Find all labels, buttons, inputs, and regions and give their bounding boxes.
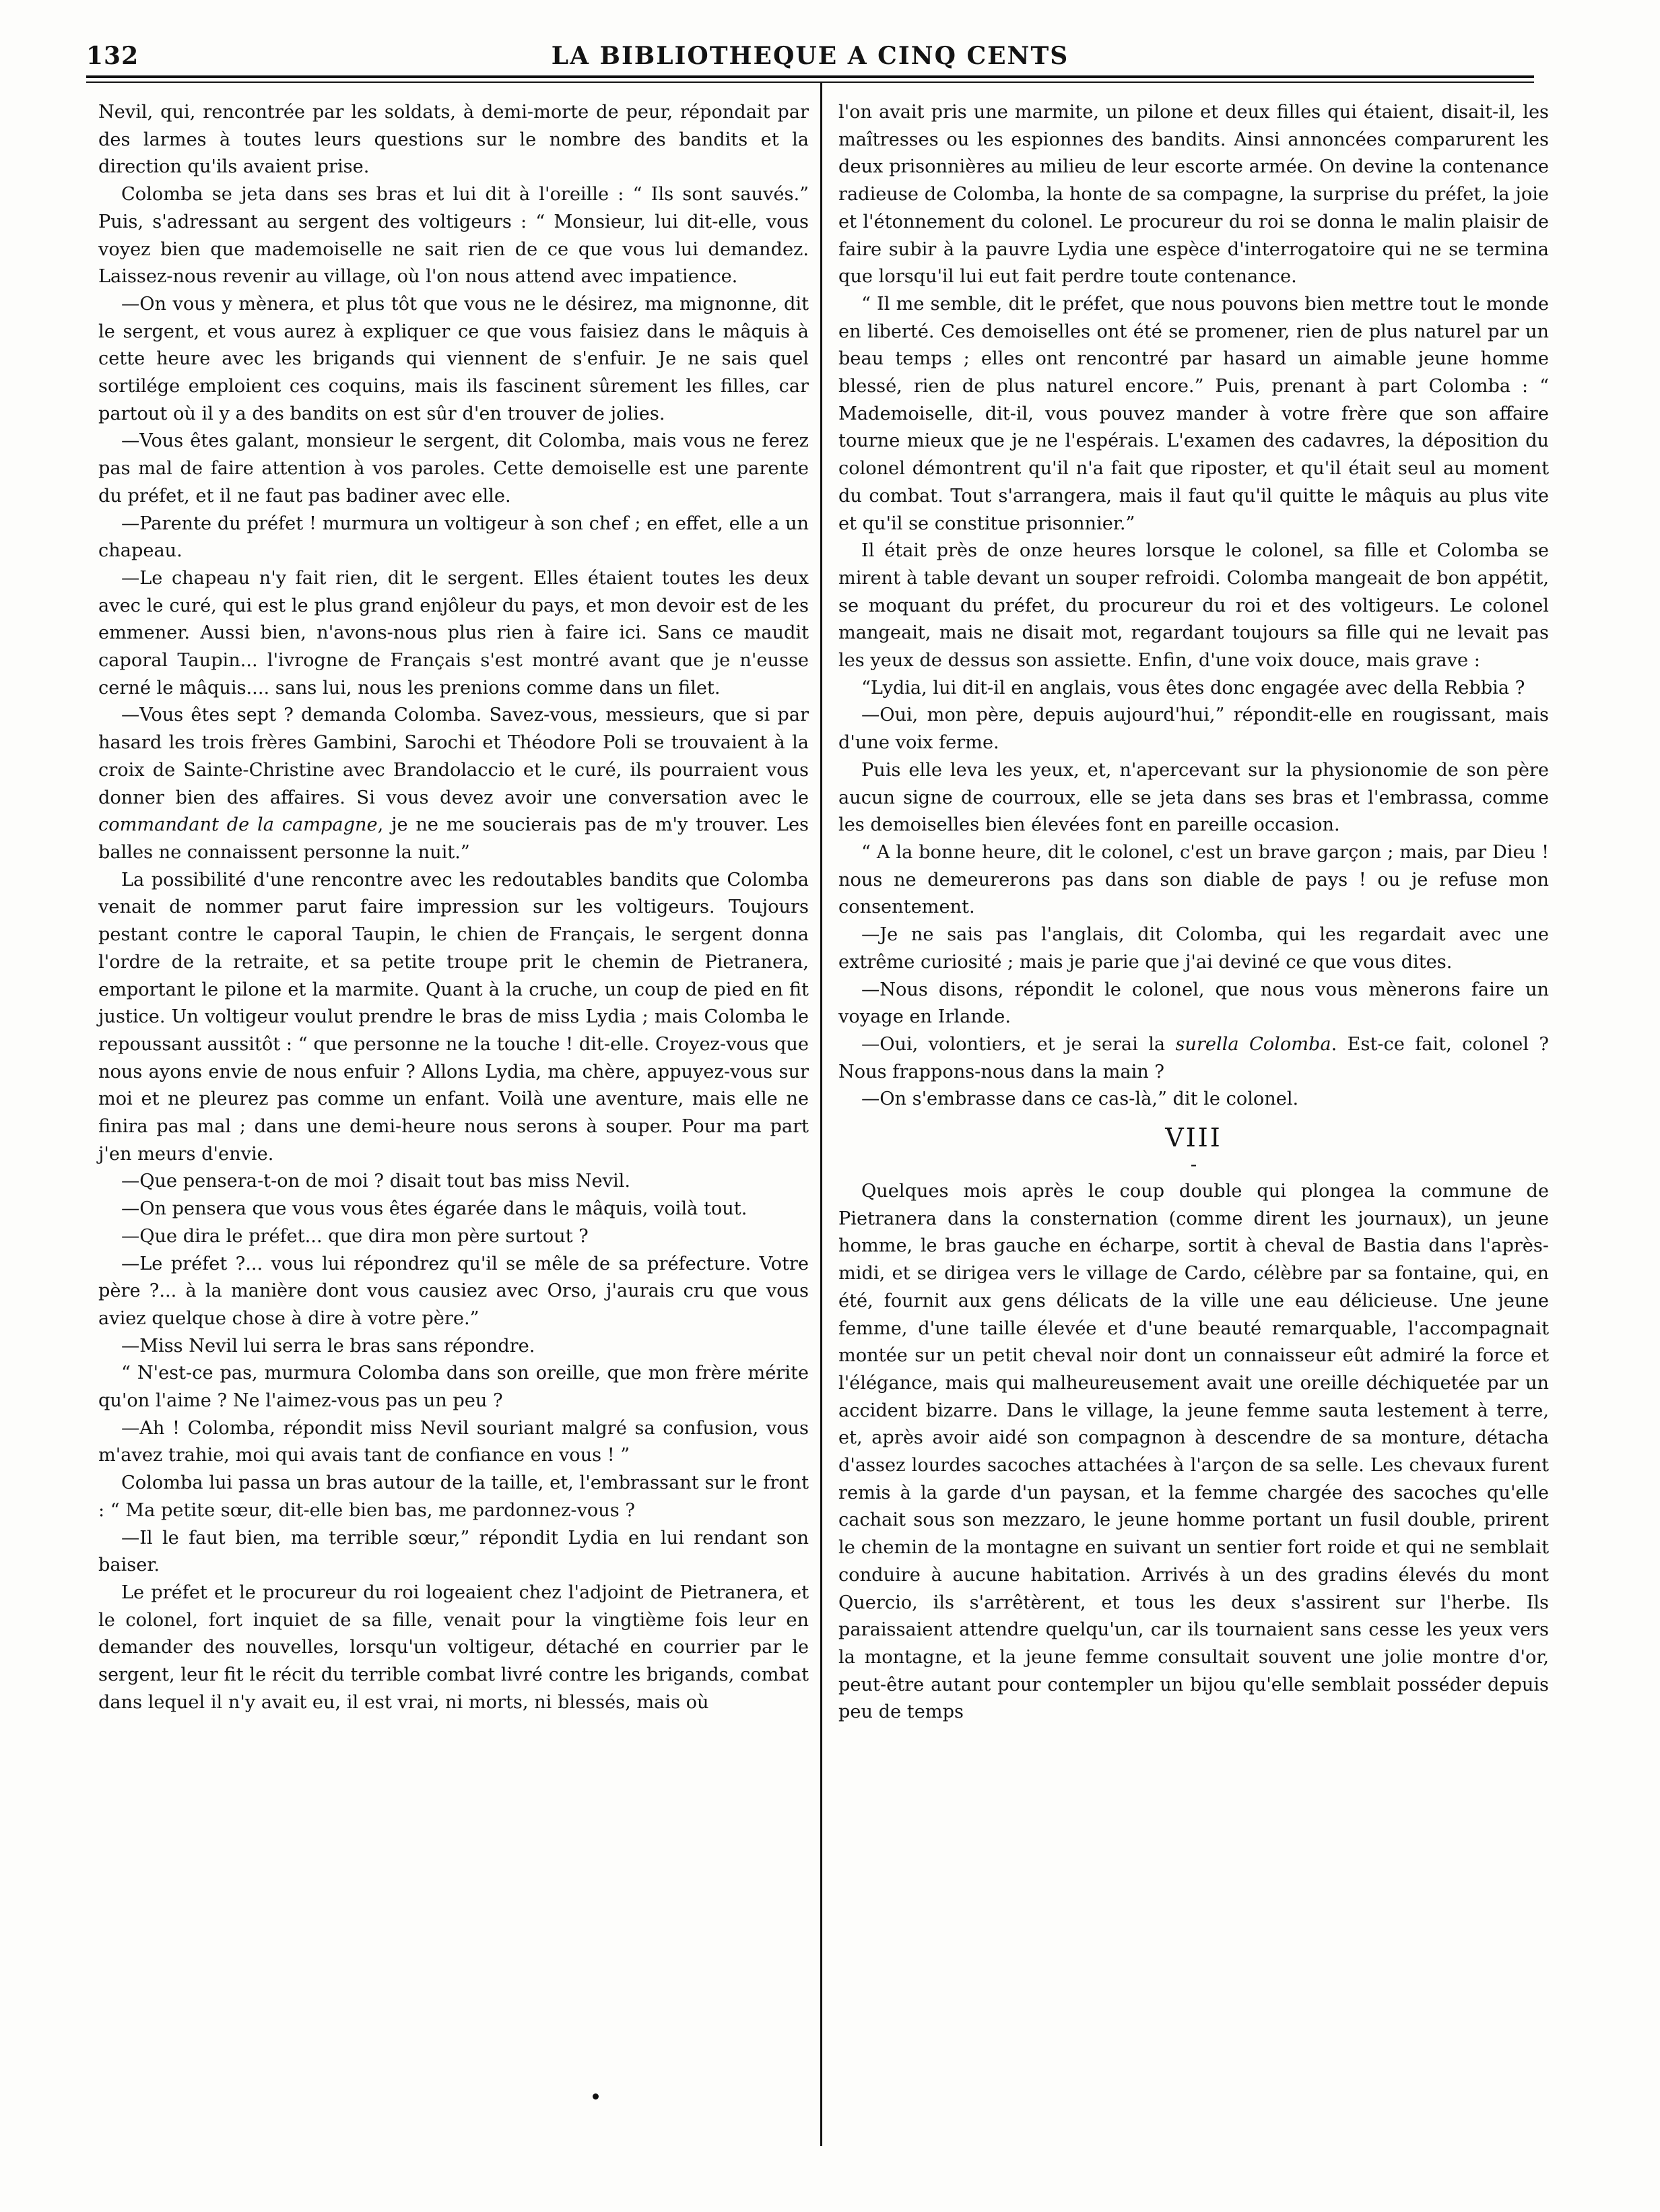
left-column — [98, 99, 809, 1716]
header-rule-thin — [86, 82, 1534, 83]
section-dash: - — [1190, 1153, 1197, 1176]
column-divider — [820, 82, 822, 2146]
right-column-dialogue — [838, 99, 1549, 1113]
header-rule-thick — [86, 75, 1534, 78]
paragraph: La possibilité d'une rencontre avec les redoutables bandits que Colomba venait de nommer parut faire impression sur les voltigeurs. Toujours pestant contre le caporal Taupin, le chien de Français, le sergent donna l'ordre de la retraite, et sa petite troupe prit le chemin de Pietranera, emportant le pilone et la marmite. Quant à la cruche, un coup de pied en fit justice. Un voltigeur voulut prendre le bras de miss Lydia ; mais Colomba le repoussant aussitôt : “ que personne ne la touche ! dit-elle. Croyez-vous que nous ayons envie de nous enfuir ? Allons Lydia, ma chère, appuyez-vous sur moi et ne pleurez pas comme un enfant. Voilà une aventure, mais elle ne finira pas mal ; dans une demi-heure nous serons à souper. Pour ma part j'en meurs d'envie. — [98, 869, 809, 1165]
italic-phrase: commandant de la campagne — [98, 814, 378, 836]
page-header — [86, 42, 1534, 74]
paragraph: Puis elle leva les yeux, et, n'apercevant sur la physionomie de son père aucun signe de courroux, elle se jeta dans ses bras et l'embrassa, comme les demoiselles bien élevées font en pareille occasion. — [838, 759, 1549, 836]
paragraph: “ A la bonne heure, dit le colonel, c'est un brave garçon ; mais, par Dieu ! nous ne demeurerons pas dans son diable de pays ! ou je refuse mon consentement. — [838, 841, 1549, 918]
paragraph: —Nous disons, répondit le colonel, que nous vous mènerons faire un voyage en Irlande. — [838, 979, 1549, 1028]
printer-mark — [593, 2093, 599, 2100]
paragraph: —Miss Nevil lui serra le bras sans répondre. — [121, 1335, 535, 1357]
paragraph: “ Il me semble, dit le préfet, que nous pouvons bien mettre tout le monde en liberté. Ces demoiselles ont été se promener, rien de plus naturel par un beau temps ; elles ont rencontré par hasard un aimable jeune homme blessé, rien de plus naturel encore.” Puis, prenant à part Colomba : “ Mademoiselle, dit-il, vous pouvez mander à votre frère que son affaire tourne mieux que je ne l'espérais. L'examen des cadavres, la déposition du colonel démontrent qu'il n'a fait que riposter, et qu'il était seul au moment du combat. Tout s'arrangera, mais il faut qu'il quitte le mâquis au plus vite et qu'il se constitue prisonnier.” — [838, 293, 1549, 534]
page-number: 132 — [86, 42, 139, 70]
paragraph: —On pensera que vous vous êtes égarée dans le mâquis, voilà tout. — [121, 1198, 748, 1220]
paragraph: —Parente du préfet ! murmura un voltigeur à son chef ; en effet, elle a un chapeau. — [98, 513, 809, 562]
paragraph: —Que dira le préfet... que dira mon père surtout ? — [121, 1225, 589, 1247]
paragraph: —Que pensera-t-on de moi ? disait tout bas miss Nevil. — [121, 1171, 631, 1192]
section-title: VIII — [1165, 1123, 1222, 1153]
right-column — [838, 99, 1549, 1726]
italic-phrase: surella Colomba — [1175, 1033, 1331, 1055]
paragraph: “ N'est-ce pas, murmura Colomba dans son oreille, que mon frère mérite qu'on l'aime ? Ne l'aimez-vous pas un peu ? — [98, 1363, 809, 1412]
paragraph: “Lydia, lui dit-il en anglais, vous êtes donc engagée avec della Rebbia ? — [861, 677, 1525, 698]
paragraph: —Vous êtes galant, monsieur le sergent, dit Colomba, mais vous ne ferez pas mal de faire attention à vos paroles. Cette demoiselle est une parente du préfet, et il ne faut pas badiner avec elle. — [98, 430, 809, 507]
paragraph: —On s'embrasse dans ce cas-là,” dit le colonel. — [861, 1088, 1299, 1110]
paragraph: —Ah ! Colomba, répondit miss Nevil souriant malgré sa confusion, vous m'avez trahie, moi qui avais tant de confiance en vous ! ” — [98, 1417, 809, 1466]
paragraph: l'on avait pris une marmite, un pilone et deux filles qui étaient, disait-il, les maîtresses ou les espionnes des bandits. Ainsi annoncées comparurent les deux prisonnières au milieu de leur escorte armée. On devine la contenance radieuse de Colomba, la honte de sa compagne, la surprise du préfet, la joie et l'étonnement du colonel. Le procureur du roi se donna le malin plaisir de faire subir à la pauvre Lydia une espèce d'interrogatoire qui ne se termina que lorsqu'il lui eut fait perdre toute contenance. — [838, 102, 1549, 288]
paragraph: Quelques mois après le coup double qui plongea la commune de Pietranera dans la consternation (comme dirent les journaux), un jeune homme, le bras gauche en écharpe, sortit à cheval de Bastia dans l'après-midi, et se dirigea vers le village de Cardo, célèbre par sa fontaine, qui, en été, fournit aux gens délicats de la ville une eau délicieuse. Une jeune femme, d'une taille élevée et d'une beauté remarquable, l'accompagnait montée sur un petit cheval noir dont un connaisseur eût admiré la force et l'élégance, mais qui malheureusement avait une oreille déchiquetée par un accident bizarre. Dans le village, la jeune femme sauta lestement à terre, et, après avoir aidé son compagnon à descendre de sa monture, détacha d'assez lourdes sacoches attachées à l'arçon de sa selle. Les chevaux furent remis à la garde d'un paysan, et la femme chargée des sacoches qu'elle cachait sous son mezzaro, le jeune homme portant un fusil double, prirent le chemin de la montagne en suivant un sentier fort roide et qui ne semblait conduire à aucune habitation. Arrivés à un des gradins élevés du mont Quercio, ils s'arrêtèrent, et tous les deux s'assirent sur l'herbe. Ils paraissaient attendre quelqu'un, car ils tournaient sans cesse les yeux vers la montagne, et la jeune femme consultait souvent une jolie montre d'or, peut-être autant pour contempler un bijou qu'elle semblait posséder depuis peu de temps — [838, 1181, 1549, 1723]
paragraph: —Vous êtes sept ? demanda Colomba. Savez-vous, messieurs, que si par hasard les trois frères Gambini, Sarochi et Théodore Poli se trouvaient à la croix de Sainte-Christine avec Brandolaccio et le curé, ils pourraient vous donner bien des affaires. Si vous devez avoir une conversation avec le commandant de la campagne, je ne me soucierais pas de m'y trouver. Les balles ne connaissent personne la nuit.” — [98, 705, 809, 863]
paragraph: —Il le faut bien, ma terrible sœur,” répondit Lydia en lui rendant son baiser. — [98, 1527, 809, 1576]
running-title: LA BIBLIOTHEQUE A CINQ CENTS — [551, 42, 1069, 70]
paragraph: Colomba se jeta dans ses bras et lui dit à l'oreille : “ Ils sont sauvés.” Puis, s'adressant au sergent des voltigeurs : “ Monsieur, lui dit-elle, vous voyez bien que mademoiselle ne sait rien de ce que vous lui demandez. Laissez-nous revenir au village, où l'on nous attend avec impatience. — [98, 184, 809, 288]
paragraph: Le préfet et le procureur du roi logeaient chez l'adjoint de Pietranera, et le colonel, fort inquiet de sa fille, venait pour la vingtième fois leur en demander des nouvelles, lorsqu'un voltigeur, détaché en courrier par le sergent, leur fit le récit du terrible combat livré contre les brigands, combat dans lequel il n'y avait eu, il est vrai, ni morts, ni blessés, mais où — [98, 1582, 809, 1713]
paragraph: —Oui, mon père, depuis aujourd'hui,” répondit-elle en rougissant, mais d'une voix ferme. — [838, 705, 1549, 754]
paragraph: —On vous y mènera, et plus tôt que vous ne le désirez, ma mignonne, dit le sergent, et vous aurez à expliquer ce que vous faisiez dans le mâquis à cette heure avec les brigands qui viennent de s'enfuir. Je ne sais quel sortilége emploient ces coquins, mais ils fascinent sûrement les filles, car partout où il y a des bandits on est sûr d'en trouver de jolies. — [98, 293, 809, 424]
paragraph: —Le chapeau n'y fait rien, dit le sergent. Elles étaient toutes les deux avec le curé, qui est le plus grand enjôleur du pays, et mon devoir est de les emmener. Aussi bien, n'avons-nous plus rien à faire ici. Sans ce maudit caporal Taupin... l'ivrogne de Français s'est montré avant que je n'eusse cerné le mâquis.... sans lui, nous les prenions comme dans un filet. — [98, 567, 809, 698]
paragraph: —Le préfet ?... vous lui répondrez qu'il se mêle de sa préfecture. Votre père ?... à la manière dont vous causiez avec Orso, j'aurais cru que vous aviez quelque chose à dire à votre père.” — [98, 1253, 809, 1329]
paragraph: —Oui, volontiers, et je serai la surella Colomba. Est-ce fait, colonel ? Nous frappons-nous dans la main ? — [838, 1033, 1549, 1082]
paragraph: —Je ne sais pas l'anglais, dit Colomba, qui les regardait avec une extrême curiosité ; mais je parie que j'ai deviné ce que vous dites. — [838, 924, 1549, 973]
paragraph: Colomba lui passa un bras autour de la taille, et, l'embrassant sur le front : “ Ma petite sœur, dit-elle bien bas, me pardonnez-vous ? — [98, 1472, 809, 1521]
paragraph: Il était près de onze heures lorsque le colonel, sa fille et Colomba se mirent à table devant un souper refroidi. Colomba mangeait de bon appétit, se moquant du préfet, du procureur du roi et des voltigeurs. Le colonel mangeait, mais ne disait mot, regardant toujours sa fille qui ne levait pas les yeux de dessus son assiette. Enfin, d'une voix douce, mais grave : — [838, 540, 1549, 672]
right-column-chapter-text — [838, 1178, 1549, 1726]
paragraph: Nevil, qui, rencontrée par les soldats, à demi-morte de peur, répondait par des larmes à toutes leurs questions sur le nombre des bandits et la direction qu'ils avaient prise. — [98, 102, 809, 178]
